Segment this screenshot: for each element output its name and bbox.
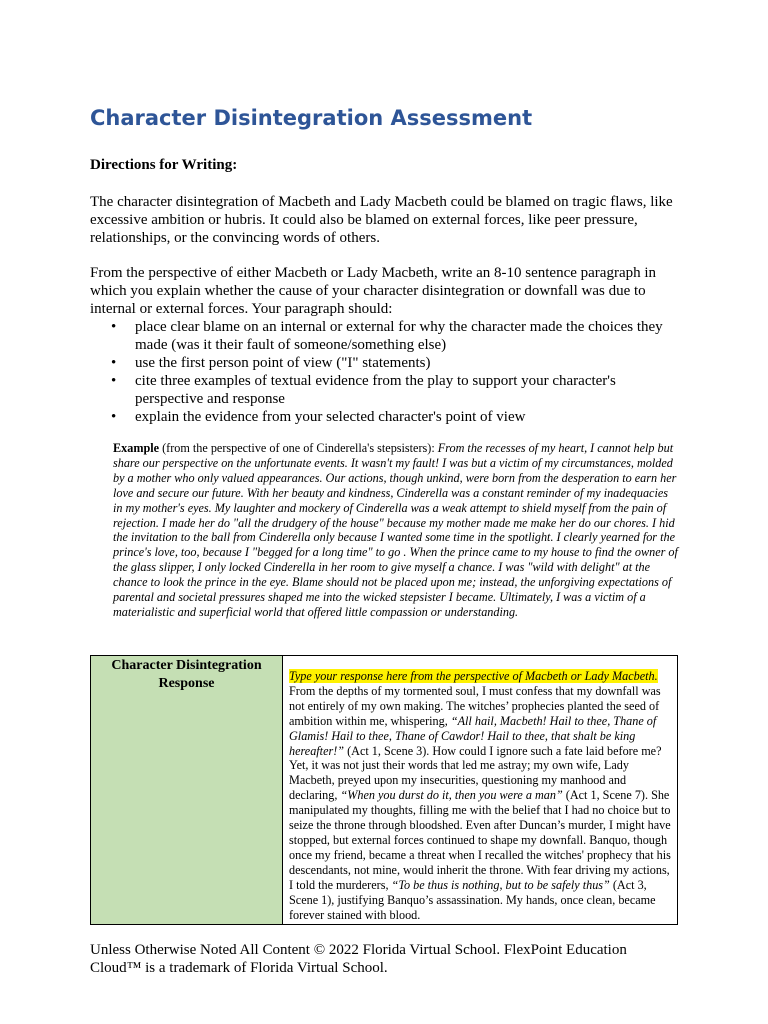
example-context: (from the perspective of one of Cinderella's stepsisters):: [159, 441, 438, 455]
example-paragraph: [113, 441, 680, 620]
list-item: • use the first person point of view ("I" statements): [90, 354, 680, 372]
response-text-cell[interactable]: [283, 656, 678, 925]
response-table: [90, 655, 678, 925]
directions-heading: Directions for Writing:: [90, 157, 238, 173]
table-row: [91, 656, 678, 925]
list-item: • explain the evidence from your selected character's point of view: [90, 408, 680, 426]
response-label-cell: [91, 656, 283, 925]
copyright-footer: Unless Otherwise Noted All Content © 2022 Florida Virtual School. FlexPoint Education Cloud™ is a trademark of Florida Virtual School.: [90, 942, 627, 976]
example-text: From the recesses of my heart, I cannot help but share our perspective on the unfortunate events. It wasn't my fault! I was but a victim of my circumstances, molded by a mother who only valued appearances. Our actions, though unkind, were born from the desperation to earn her love and secure our future. With her beauty and kindness, Cinderella was a constant reminder of my inadequacies in my mother's eyes. My laughter and mockery of Cinderella was a weak attempt to shield myself from the pain of rejection. I made her do "all the drudgery of the house" because my mother made me make her do our chores. I hid the invitation to the ball from Cinderella only because I wanted some time in the spotlight. I clearly yearned for the prince's love, too, because I "begged for a long time" to go . When the prince came to my house to find the owner of the glass slipper, I only locked Cinderella in her room to give myself a chance. I was "wild with delight" at the chance to look the prince in the eye. Blame should not be placed upon me; instead, the unforgiving expectations of parental and societal pressures shaped me into the wicked stepsister I became. Ultimately, I was a victim of a materialistic and superficial world that offered little compassion or understanding.: [113, 441, 678, 619]
list-item: • cite three examples of textual evidence from the play to support your character's perspective and response: [90, 372, 680, 408]
response-text[interactable]: [283, 656, 677, 924]
quote-murderers: “To be thus is nothing, but to be safely thus”: [391, 877, 610, 892]
response-label: Character Disintegration Response: [111, 658, 262, 691]
response-text-part: From the depths of my tormented soul, I must confess that my downfall was not entirely of my own making. The witches’ prophecies planted the seed of ambition within me, whispering,: [289, 683, 661, 728]
list-item: • place clear blame on an internal or external for why the character made the choices they made (was it their fault of someone/something else): [90, 318, 680, 354]
page-title: Character Disintegration Assessment: [90, 106, 533, 130]
example-label: Example: [113, 441, 160, 455]
requirements-list: [90, 318, 680, 426]
response-text-part: (Act 1, Scene 7). She manipulated my thoughts, filling me with the belief that I had no choice but to seize the throne through bloodshed. Even after Duncan’s murder, I might have stopped, but external forces continued to shape my downfall. Banquo, though once my friend, became a threat when I recalled the witches' prophecy that his descendants, not mine, would inherit the throne. With fear driving my actions, I told the murderers,: [289, 788, 671, 892]
instructions-paragraph: From the perspective of either Macbeth or Lady Macbeth, write an 8-10 sentence paragraph in which you explain whether the cause of your character disintegration or downfall was due to internal or external forces. Your paragraph should:: [90, 265, 657, 317]
response-text-part: (Act 3, Scene 1), justifying Banquo’s assassination. My hands, once clean, became forever stained with blood.: [289, 877, 656, 922]
instructions-block: [90, 264, 680, 426]
quote-lady-macbeth: “When you durst do it, then you were a man”: [340, 788, 563, 803]
quote-witches: “All hail, Macbeth! Hail to thee, Thane of Glamis! Hail to thee, Thane of Cawdor! Hail to thee, that shalt be king hereafter!”: [289, 713, 657, 758]
response-prompt: Type your response here from the perspective of Macbeth or Lady Macbeth.: [289, 669, 658, 683]
response-text-part: (Act 1, Scene 3). How could I ignore such a fate laid before me? Yet, it was not just their words that led me astray; my own wife, Lady Macbeth, preyed upon my insecurities, questioning my manhood and declaring,: [289, 743, 662, 803]
intro-paragraph: The character disintegration of Macbeth and Lady Macbeth could be blamed on tragic flaws, like excessive ambition or hubris. It could also be blamed on external forces, like peer pressure, relationships, or the convincing words of others.: [90, 194, 673, 246]
